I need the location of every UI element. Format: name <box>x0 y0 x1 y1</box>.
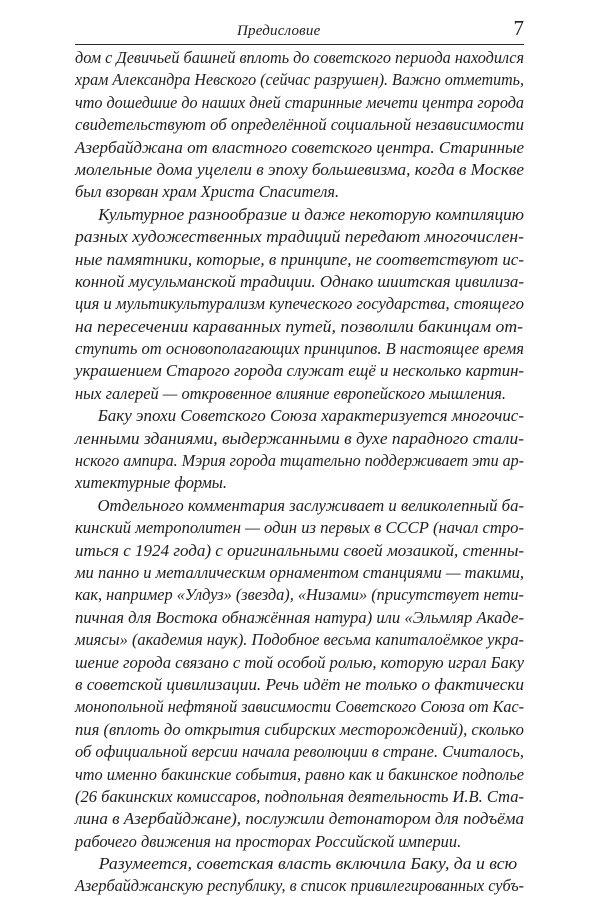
text-line: как, например «Улдуз» (звезда), «Низами» (присутствует нети- <box>75 585 524 605</box>
text-line: конной мусульманской традиции. Однако шиитская цивилиза- <box>75 271 525 291</box>
text-line: ступить от основополагающих принципов. В настоящее время <box>75 339 525 359</box>
text-line: Азербайджана от властного советского центра. Старинные <box>75 137 525 157</box>
paragraph-5 <box>75 853 524 898</box>
text-body <box>75 47 524 898</box>
text-line: Азербайджанскую республику, в список привилегированных субъ- <box>75 876 524 896</box>
text-line: ные памятники, которые, в принципе, не соответствуют ис- <box>75 249 525 269</box>
running-title: Предисловие <box>237 23 321 39</box>
text-line: Разумеется, советская власть включила Баку, да и всю <box>98 854 518 874</box>
text-line: свидетельствуют об определённой социальной независимости <box>75 115 524 135</box>
text-line: что дошедшие до наших дней старинные мечети центра города <box>75 92 524 112</box>
text-line: (26 бакинских комиссаров, подпольная деятельность И.В. Ста- <box>75 786 525 806</box>
text-line: пия (вплоть до открытия сибирских месторождений), сколько <box>75 719 524 739</box>
text-line: ция и мультикультурализм купеческого государства, стоящего <box>75 294 524 314</box>
paragraph-2 <box>75 204 524 406</box>
text-line: Баку эпохи Советского Союза характеризуется многочис- <box>97 406 524 426</box>
text-line: ленными зданиями, выдержанными в духе парадного стали- <box>75 428 525 448</box>
text-line: ми панно и металлическим орнаментом станциями — такими, <box>75 562 525 582</box>
text-line: об официальной версии начала революции в стране. Считалось, <box>75 742 524 762</box>
text-line: хитектурные формы. <box>75 473 227 493</box>
text-line: что именно бакинские события, равно как и бакинское подполье <box>75 764 524 784</box>
text-line: иться с 1924 года) с оригинальными своей мозаикой, стенны- <box>75 540 525 560</box>
text-line: был взорван храм Христа Спасителя. <box>75 182 340 202</box>
running-head <box>75 16 524 44</box>
text-line: монопольной нефтяной зависимости Советского Союза от Кас- <box>75 697 524 717</box>
text-line: на пересечении караванных путей, позволили бакинцам от- <box>75 316 524 336</box>
text-line: шение города связано с той особой ролью, которую играл Баку <box>75 652 524 672</box>
text-line: лина в Азербайджане), послужили детонатором для подъёма <box>75 809 525 829</box>
text-line: Отдельного комментария заслуживает и великолепный ба- <box>97 495 525 515</box>
page-number: 7 <box>513 16 524 40</box>
paragraph-4 <box>75 495 524 853</box>
text-line: молельные дома уцелели в эпоху большевизма, когда в Москве <box>75 159 524 179</box>
paragraph-3 <box>75 405 524 495</box>
text-line: в советской цивилизации. Речь идёт не только о фактически <box>75 674 525 694</box>
text-line: миясы» (академия наук). Подобное весьма капиталоёмкое укра- <box>75 630 524 650</box>
text-line: кинский метрополитен — один из первых в СССР (начал стро- <box>75 518 524 538</box>
text-line: дом с Девичьей башней вплоть до советского периода находился <box>75 48 525 67</box>
text-line: нского ампира. Мэрия города тщательно поддерживает эти ар- <box>75 451 525 471</box>
paragraph-1 <box>75 47 524 204</box>
text-line: украшением Старого города служат ещё и несколько картин- <box>75 361 525 381</box>
header-rule <box>75 44 524 45</box>
text-line: рабочего движения на просторах Российской империи. <box>75 831 462 851</box>
text-line: Культурное разнообразие и даже некоторую компиляцию <box>98 204 524 224</box>
text-line: ных галерей — откровенное влияние европейского мышления. <box>75 383 506 403</box>
text-line: храм Александра Невского (сейчас разрушен). Важно отметить, <box>75 70 524 90</box>
text-line: пичная для Востока обнажённая натура) или «Эльмляр Акаде- <box>75 607 524 627</box>
text-line: разных художественных традиций передают многочислен- <box>75 227 524 247</box>
